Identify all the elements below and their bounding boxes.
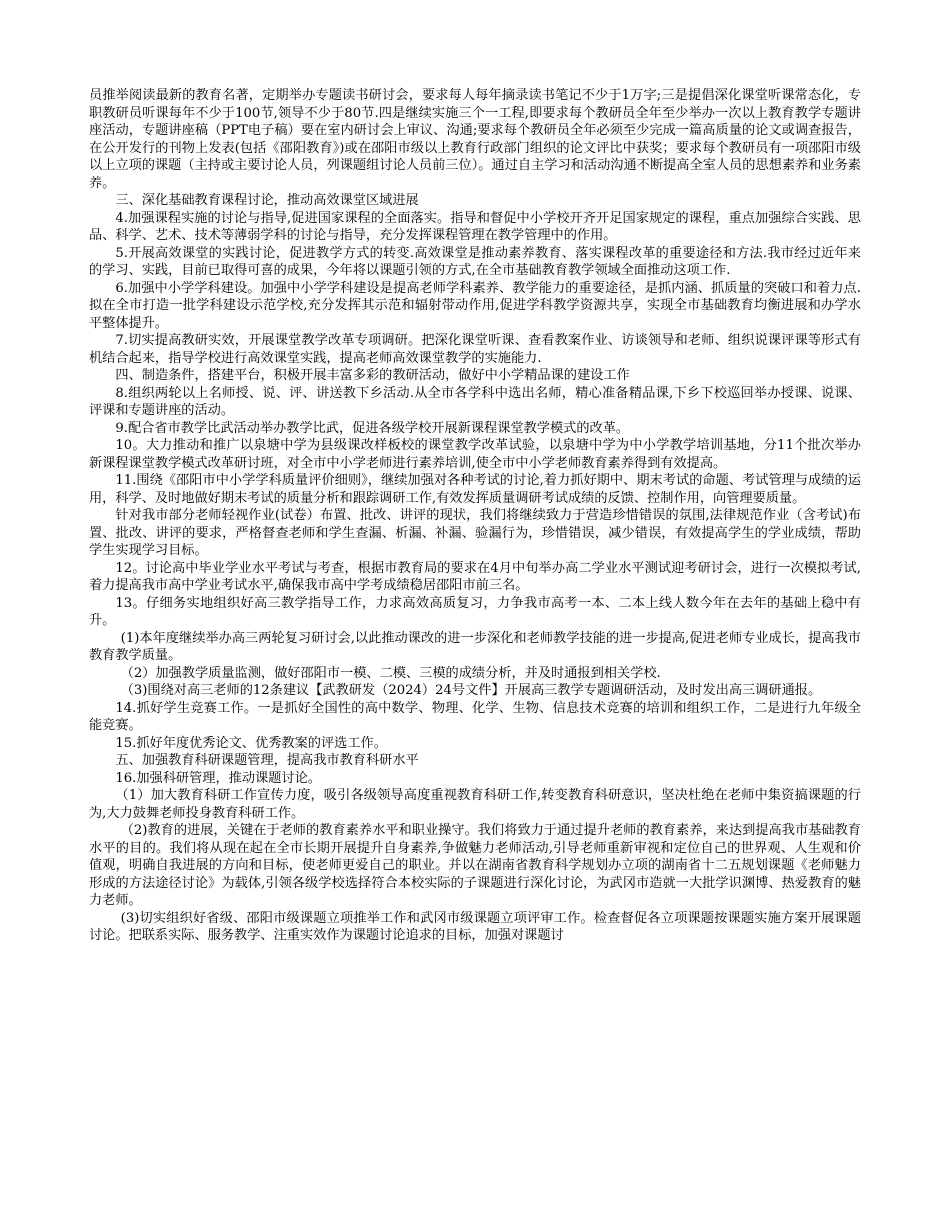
section-heading-3: 三、深化基础教育课程讨论，推动高效课堂区域进展 <box>115 193 419 208</box>
paragraph-item-5: 5.开展高效课堂的实践讨论，促进教学方式的转变.高效课堂是推动素养教育、落实课程改革的重要途径和方法.我市经过近年来的学习、实践，目前已取得可喜的成果，今年将以课题引领的方式,在全市基础教育教学领域全面推动这项工作. <box>89 245 861 278</box>
paragraph-item-14: 14.抓好学生竞赛工作。一是抓好全国性的高中数学、物理、化学、生物、信息技术竞赛的培训和组织工作，二是进行九年级全能竞赛。 <box>89 700 861 733</box>
section-heading-5: 五、加强教育科研课题管理，提高我市教育科研水平 <box>115 753 419 768</box>
paragraph-item-8: 8.组织两轮以上名师授、说、评、讲送教下乡活动.从全市各学科中选出名师，精心准备精品课,下乡下校巡回举办授课、说课、评课和专题讲座的活动。 <box>89 385 861 418</box>
section-heading-4: 四、制造条件，搭建平台，积极开展丰富多彩的教研活动，做好中小学精品课的建设工作 <box>115 368 630 383</box>
paragraph-subitem-13-2: （2）加强教学质量监测，做好邵阳市一模、二模、三模的成绩分析，并及时通报到相关学校. <box>120 665 661 681</box>
paragraph-item-15: 15.抓好年度优秀论文、优秀教案的评选工作。 <box>115 735 387 751</box>
document-body <box>89 87 861 945</box>
paragraph-homework: 针对我市部分老师轻视作业(试卷）布置、批改、讲评的现状，我们将继续致力于营造珍惜错误的氛围,法律规范作业（含考试)布置、批改、讲评的要求，严格督查老师和学生查漏、析漏、补漏、验漏行为，珍惜错误，减少错误，有效提高学生的学业成绩，帮助学生实现学习目标。 <box>89 508 861 558</box>
paragraph-subitem-16-1: （1）加大教育科研工作宣传力度，吸引各级领导高度重视教育科研工作,转变教育科研意识，坚决杜绝在老师中集资搞课题的行为,大力鼓舞老师投身教育科研工作。 <box>89 788 861 821</box>
paragraph-item-4: 4.加强课程实施的讨论与指导,促进国家课程的全面落实。指导和督促中小学校开齐开足国家规定的课程，重点加强综合实践、思品、科学、艺术、技术等薄弱学科的讨论与指导，充分发挥课程管理在教学管理中的作用。 <box>89 210 861 243</box>
paragraph-item-9: 9.配合省市教学比武活动举办教学比武，促进各级学校开展新课程课堂教学模式的改革。 <box>115 420 630 436</box>
paragraph-item-12: 12。讨论高中毕业学业水平考试与考查，根据市教育局的要求在4月中旬举办高二学业水平测试迎考研讨会，进行一次模拟考试,着力提高我市高中学业考试水平,确保我市高中学考成绩稳居邵阳市前三名。 <box>89 560 861 593</box>
paragraph-subitem-16-3: (3)切实组织好省级、邵阳市级课题立项推举工作和武冈市级课题立项评审工作。检查督促各立项课题按课题实施方案开展课题讨论。把联系实际、服务教学、注重实效作为课题讨论追求的目标，加强对课题讨 <box>89 910 861 943</box>
paragraph-subitem-16-2: （2)教育的进展，关键在于老师的教育素养水平和职业操守。我们将致力于通过提升老师的教育素养，来达到提高我市基础教育水平的目的。我们将从现在起在全市长期开展提升自身素养,争做魅力老师活动,引导老师重新审视和定位自己的世界观、人生观和价值观，明确自我进展的方向和目标，使老师更爱自己的职业。并以在湖南省教育科学规划办立项的湖南省十二五规划课题《老师魅力形成的方法途径讨论》为载体,引领各级学校选择符合本校实际的子课题进行深化讨论，为武冈市造就一大批学识渊博、热爱教育的魅力老师。 <box>89 823 861 908</box>
paragraph-item-13: 13。仔细务实地组织好高三教学指导工作，力求高效高质复习，力争我市高考一本、二本上线人数今年在去年的基础上稳中有升。 <box>89 595 861 628</box>
paragraph-subitem-13-3: （3)围绕对高三老师的12条建议【武教研发（2024）24号文件】开展高三教学专题调研活动，及时发出高三调研通报。 <box>120 683 822 698</box>
paragraph-subitem-13-1: (1)本年度继续举办高三两轮复习研讨会,以此推动课改的进一步深化和老师教学技能的进一步提高,促进老师专业成长，提高我市教育教学质量。 <box>89 630 861 663</box>
paragraph-continued: 员推举阅读最新的教育名著，定期举办专题读书研讨会，要求每人每年摘录读书笔记不少于1万字;三是提倡深化课堂听课常态化，专职教研员听课每年不少于100节,领导不少于80节.四是继续实施三个一工程,即要求每个教研员全年至少举办一次以上教育教学专题讲座活动，专题讲座稿（PPT电子稿）要在室内研讨会上审议、沟通;要求每个教研员全年必须至少完成一篇高质量的论文或调查报告，在公开发行的刊物上发表(包括《邵阳教育》)或在邵阳市级以上教育行政部门组织的论文评比中获奖；要求每个教研员有一项邵阳市级以上立项的课题（主持或主要讨论人员，列课题组讨论人员前三位）。通过自主学习和活动沟通不断提高全室人员的思想素养和业务素养。 <box>89 88 861 191</box>
paragraph-item-16: 16.加强科研管理，推动课题讨论。 <box>115 770 321 786</box>
paragraph-item-6: 6.加强中小学学科建设。加强中小学学科建设是提高老师学科素养、教学能力的重要途径，是抓内涵、抓质量的突破口和着力点.拟在全市打造一批学科建设示范学校,充分发挥其示范和辐射带动作用,促进学科教学资源共享，实现全市基础教育均衡进展和办学水平整体提升。 <box>89 280 861 331</box>
paragraph-item-11: 11.围绕《邵阳市中小学学科质量评价细则》，继续加强对各种考试的讨论,着力抓好期中、期末考试的命题、考试管理与成绩的运用，科学、及时地做好期末考试的质量分析和跟踪调研工作,有效发挥质量调研考试成绩的反馈、控制作用，向管理要质量。 <box>89 473 861 506</box>
paragraph-item-10: 10。大力推动和推广以泉塘中学为县级课改样板校的课堂教学改革试验，以泉塘中学为中小学教学培训基地，分11个批次举办新课程课堂教学模式改革研讨班，对全市中小学老师进行素养培训,使全市中小学老师教育素养得到有效提高。 <box>89 438 861 471</box>
paragraph-item-7: 7.切实提高教研实效，开展课堂教学改革专项调研。把深化课堂听课、查看教案作业、访谈领导和老师、组织说课评课等形式有机结合起来，指导学校进行高效课堂实践，提高老师高效课堂教学的实施能力. <box>89 333 861 366</box>
